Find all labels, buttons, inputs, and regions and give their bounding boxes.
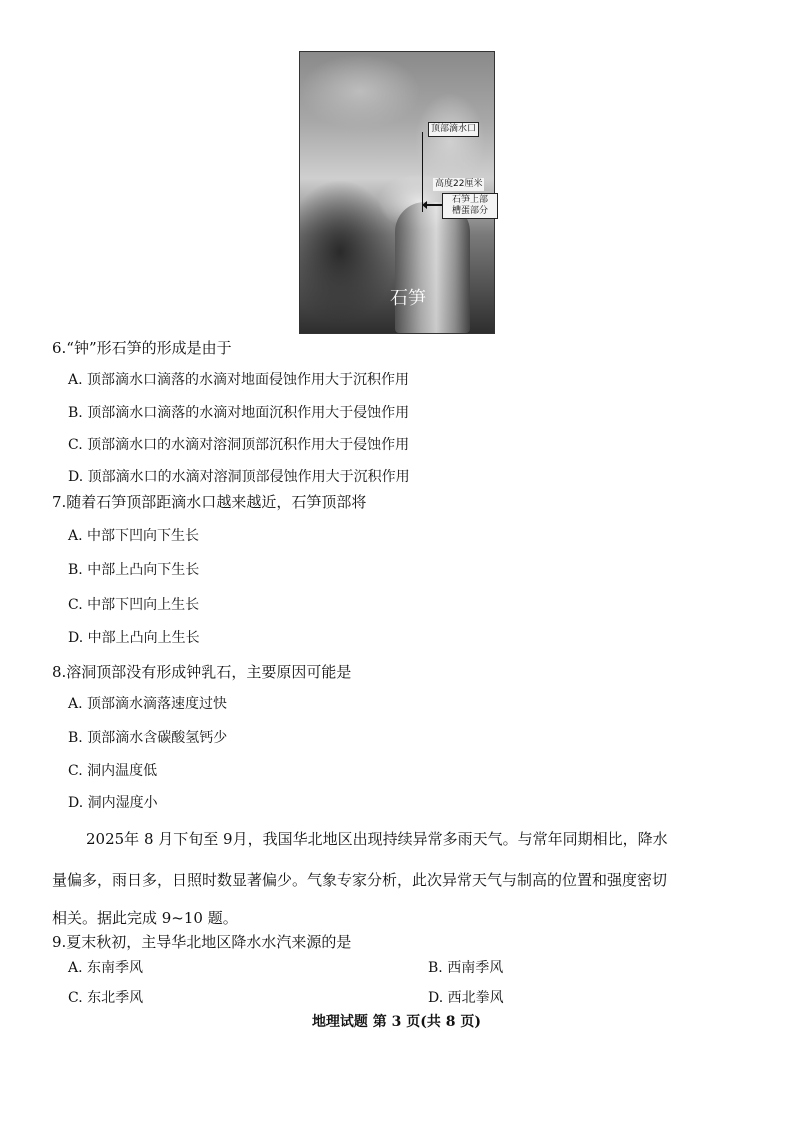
question-8-option-d: D. 洞内湿度小	[68, 795, 158, 811]
label-height: 高度22厘米	[435, 179, 483, 189]
question-7-option-d: D. 中部上凸向上生长	[68, 630, 200, 646]
drip-line	[422, 132, 423, 212]
stalagmite-photo	[299, 51, 495, 334]
question-7-option-c: C. 中部下凹向上生长	[68, 597, 200, 613]
question-8-stem: 8.溶洞顶部没有形成钟乳石，主要原因可能是	[52, 663, 352, 681]
question-8-option-a: A. 顶部滴水滴落速度过快	[68, 696, 228, 712]
question-6-option-a: A. 顶部滴水口滴落的水滴对地面侵蚀作用大于沉积作用	[68, 372, 410, 388]
question-8-option-c: C. 洞内温度低	[68, 763, 158, 779]
stalagmite-shape	[395, 202, 470, 333]
figure-caption: 石笋	[390, 288, 426, 309]
question-7-option-a: A. 中部下凹向下生长	[68, 528, 200, 544]
question-9-option-d: D. 西北拳风	[428, 990, 504, 1006]
passage-line-3: 相关。据此完成 9~10 题。	[52, 909, 238, 927]
question-7-option-b: B. 中部上凸向下生长	[68, 562, 200, 578]
question-9-option-c: C. 东北季风	[68, 990, 144, 1006]
question-6-stem: 6.“钟”形石笋的形成是由于	[52, 339, 232, 357]
question-6-option-b: B. 顶部滴水口滴落的水滴对地面沉积作用大于侵蚀作用	[68, 405, 410, 421]
question-7-stem: 7.随着石笋顶部距滴水口越来越近，石笋顶部将	[52, 493, 367, 511]
question-6-option-d: D. 顶部滴水口的水滴对溶洞顶部侵蚀作用大于沉积作用	[68, 469, 410, 485]
question-9-option-b: B. 西南季风	[428, 960, 504, 976]
question-6-option-c: C. 顶部滴水口的水滴对溶洞顶部沉积作用大于侵蚀作用	[68, 437, 410, 453]
arrow-icon	[426, 204, 442, 206]
question-9-stem: 9.夏末秋初，主导华北地区降水水汽来源的是	[52, 933, 352, 951]
question-9-option-a: A. 东南季风	[68, 960, 144, 976]
page-footer: 地理试题 第 3 页(共 8 页)	[311, 1014, 482, 1030]
label-top-drip: 顶部滴水口	[428, 122, 479, 137]
question-8-option-b: B. 顶部滴水含碳酸氢钙少	[68, 730, 228, 746]
passage-line-2: 量偏多，雨日多，日照时数显著偏少。气象专家分析，此次异常天气与制高的位置和强度密切	[52, 871, 668, 889]
passage-line-1: 2025年 8 月下旬至 9月，我国华北地区出现持续异常多雨天气。与常年同期相比，降水	[86, 830, 668, 848]
label-flat-top: 石笋上部 槽蛋部分	[442, 193, 498, 219]
